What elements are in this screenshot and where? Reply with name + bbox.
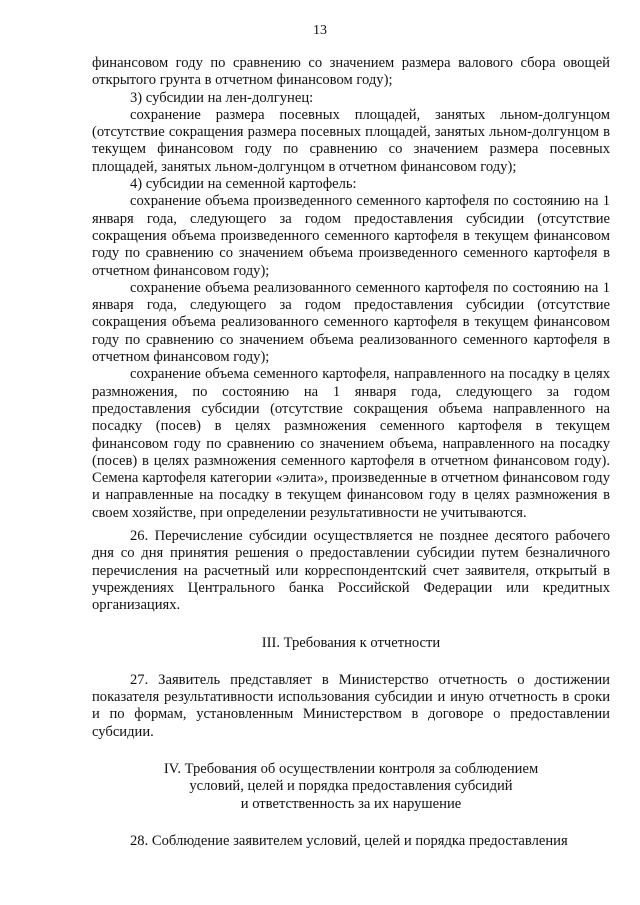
section-4-heading-line-1: IV. Требования об осуществлении контроля за соблюдением: [163, 760, 539, 777]
subsidy-seed-potato-heading: 4) субсидии на семенной картофель:: [130, 176, 357, 193]
paragraph-potato-produced: сохранение объема произведенного семенного картофеля по состоянию на 1 января года, следующего за годом предоставления субсидии (отсутствие сокращения объема произведенного семенного картофеля в текущем финансовом году по сравнению со значением объема произведенного семенного картофеля в отчетном финансовом году);: [92, 193, 610, 279]
paragraph-potato-sold: сохранение объема реализованного семенного картофеля по состоянию на 1 января года, следующего за годом предоставления субсидии (отсутствие сокращения объема реализованного семенного картофеля в текущем финансовом году по сравнению со значением объема реализованного семенного картофеля в отчетном финансовом году);: [92, 279, 610, 366]
paragraph-28: 28. Соблюдение заявителем условий, целей и порядка предоставления: [130, 832, 568, 849]
section-4-heading: [92, 761, 610, 813]
paragraph-27: 27. Заявитель представляет в Министерство отчетность о достижении показателя результативности использования субсидии и иную отчетность в сроки и по формам, установленным Министерством в договоре о предоставлении субсидии.: [92, 671, 610, 740]
subsidy-flax-heading: 3) субсидии на лен-долгунец:: [130, 89, 314, 106]
section-4-heading-line-2: условий, целей и порядка предоставления субсидий: [189, 778, 513, 795]
paragraph-continuation: финансовом году по сравнению со значением размера валового сбора овощей открытого грунта в отчетном финансовом году);: [92, 55, 610, 89]
section-4-heading-line-3: и ответственность за их нарушение: [240, 795, 462, 812]
page-number: 13: [313, 23, 327, 38]
document-body: [92, 55, 610, 850]
paragraph-potato-planting: сохранение объема семенного картофеля, направленного на посадку в целях размножения, по состоянию на 1 января года, следующего за годом предоставления субсидии (отсутствие сокращения объема направленного на посадку (посев) в целях размножения семенного картофеля в текущем финансовом году по сравнению со значением объема, направленного на посадку (посев) в целях размножения семенного картофеля в отчетном финансовом году). Семена картофеля категории «элита», произведенные в отчетном финансовом году и направленные на посадку в текущем финансовом году в целях размножения в своем хозяйстве, при определении результативности не учитываются.: [92, 366, 610, 521]
paragraph-26: 26. Перечисление субсидии осуществляется не позднее десятого рабочего дня со дня принятия решения о предоставлении субсидии путем безналичного перечисления на расчетный или корреспондентский счет заявителя, открытый в учреждениях Центрального банка Российской Федерации или кредитных организациях.: [92, 528, 610, 614]
section-3-heading: III. Требования к отчетности: [261, 634, 441, 651]
paragraph-flax-area: сохранение размера посевных площадей, занятых льном-долгунцом (отсутствие сокращения размера посевных площадей, занятых льном-долгунцом в текущем финансовом году по сравнению со значением размера посевных площадей, занятых льном-долгунцом в отчетном финансовом году);: [92, 106, 610, 175]
